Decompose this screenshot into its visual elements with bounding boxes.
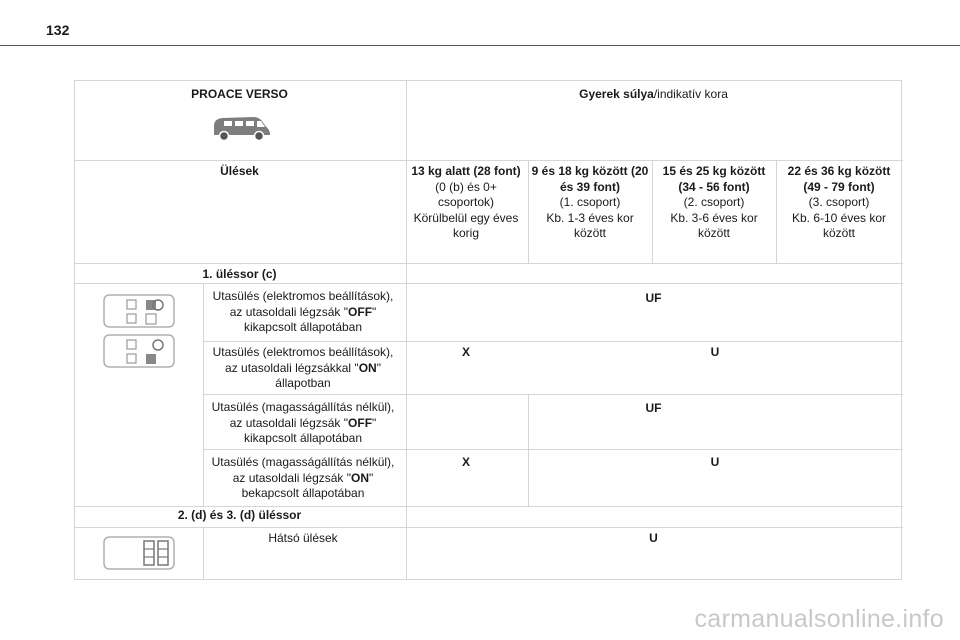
divider — [75, 283, 903, 284]
seat-value: U — [710, 455, 720, 469]
divider — [203, 394, 903, 395]
header-rule — [0, 45, 960, 46]
seat-value: X — [461, 455, 470, 469]
front-seat-layout-icon — [102, 333, 176, 369]
group-name: (3. csoport) — [808, 195, 870, 209]
van-side-icon — [210, 113, 272, 143]
divider — [203, 449, 903, 450]
seat-value: X — [461, 345, 470, 359]
seat-description: Utasülés (magasságállítás nélkül), az utasoldali légzsák "OFF" kikapcsolt állapotában — [211, 400, 395, 445]
group-2-column — [652, 164, 776, 242]
group-weight: 13 kg alatt (28 font) — [411, 164, 521, 178]
seat-value: UF — [645, 291, 662, 305]
seat-value: U — [710, 345, 720, 359]
group-age: Kb. 6-10 éves kor között — [791, 210, 887, 240]
seat-value: UF — [645, 401, 662, 415]
group-age: Kb. 1-3 éves kor között — [546, 210, 634, 240]
front-seat-layout-icon — [102, 293, 176, 329]
group-name: (1. csoport) — [559, 195, 621, 209]
group-1-column — [528, 164, 652, 242]
group-3-column — [776, 164, 902, 242]
seat-description: Utasülés (magasságállítás nélkül), az utasoldali légzsák "ON" bekapcsolt állapotában — [211, 455, 395, 500]
divider — [75, 263, 903, 264]
watermark: carmanualsonline.info — [694, 605, 944, 633]
seat-description: Utasülés (elektromos beállítások), az utasoldali légzsák "OFF" kikapcsolt állapotában — [212, 289, 394, 334]
group-age: Körülbelül egy éves korig — [413, 210, 519, 240]
group-name: (0 (b) és 0+ csoportok) — [435, 179, 497, 209]
group-weight: 22 és 36 kg között (49 - 79 font) — [787, 164, 891, 194]
row2-title: 2. (d) és 3. (d) üléssor — [177, 508, 302, 522]
model-name: PROACE VERSO — [191, 87, 288, 101]
group-name: (2. csoport) — [683, 195, 745, 209]
divider — [203, 341, 903, 342]
rear-seats-label: Hátsó ülések — [268, 531, 338, 545]
rear-seats-layout-icon — [102, 535, 176, 571]
seat-description: Utasülés (elektromos beállítások), az utasoldali légzsákkal "ON" állapotban — [212, 345, 394, 390]
child-seat-table — [74, 80, 902, 580]
row1-title: 1. üléssor (c) — [202, 267, 277, 281]
group-weight: 15 és 25 kg között (34 - 56 font) — [662, 164, 766, 194]
rear-seats-value: U — [649, 531, 658, 545]
weight-title: Gyerek súlya/indikatív kora — [579, 87, 728, 101]
page-number: 132 — [46, 22, 70, 38]
group-0-column — [405, 164, 527, 242]
divider — [406, 81, 407, 579]
divider — [75, 160, 903, 161]
divider — [75, 506, 903, 507]
group-age: Kb. 3-6 éves kor között — [670, 210, 758, 240]
group-weight: 9 és 18 kg között (20 és 39 font) — [531, 164, 649, 194]
seats-label: Ülések — [220, 164, 259, 178]
divider — [75, 527, 903, 528]
